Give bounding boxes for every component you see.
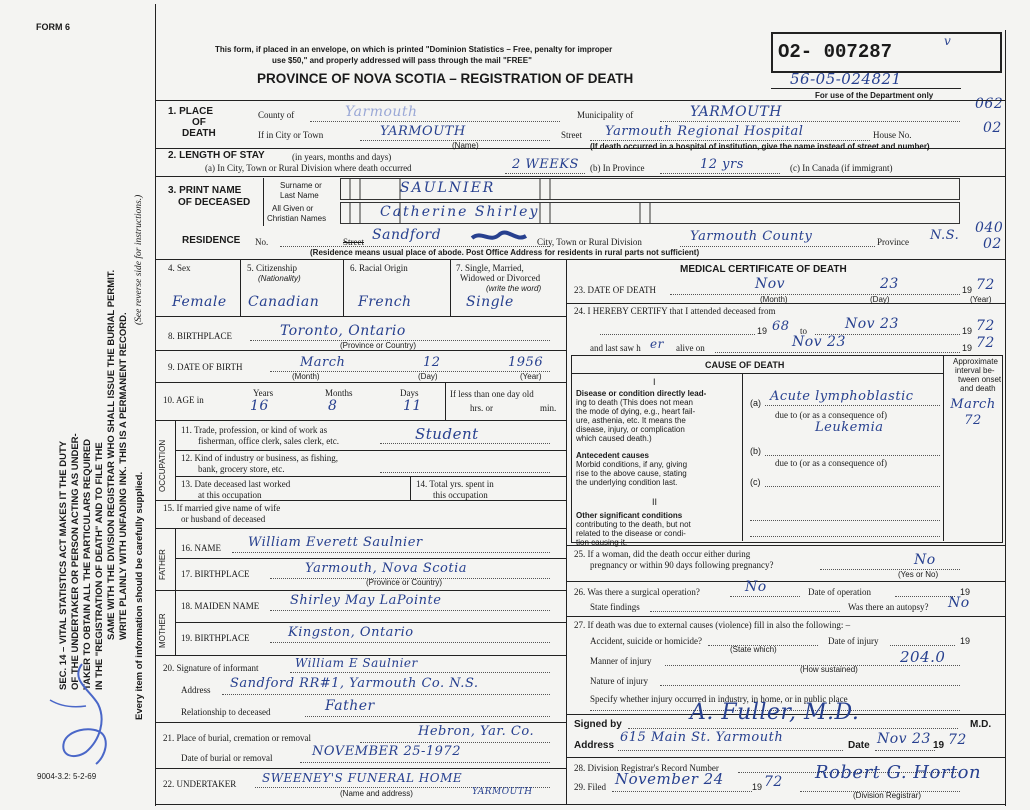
given-names-value: Catherine Shirley [380,204,540,220]
print-code: 9004-3.2: 5-2-69 [37,772,97,781]
citizenship-value: Canadian [248,294,320,310]
tick-mark: v [944,34,952,48]
stay-city-value: 2 WEEKS [512,157,579,172]
age-months: 8 [328,398,338,414]
code-2: 02 [983,120,1002,136]
physician-signature: A. Fuller, M.D. [690,700,860,725]
side-text-5: SAME WITH THE DIVISION REGISTRAR WHO SHALL ISSUE THE BURIAL PERMIT. [106,269,117,640]
operation-value: No [745,579,767,595]
municipality-value: YARMOUTH [690,104,782,120]
age-years: 16 [250,398,269,414]
registrar-signature: Robert G. Horton [815,762,982,783]
death-month: Nov [755,276,786,292]
relationship-value: Father [325,698,375,714]
cause-a2-value: Leukemia [815,420,884,435]
filed-date: November 24 [615,770,724,788]
registration-number: O2- 007287 [778,41,893,63]
bottom-border [155,804,1005,805]
informant-address: Sandford RR#1, Yarmouth Co. N.S. [230,676,479,691]
mother-birthplace-value: Kingston, Ontario [288,625,414,640]
residence-city-value: Yarmouth County [690,229,813,244]
stay-province-value: 12 yrs [700,157,744,172]
physician-address: 615 Main St. Yarmouth [620,730,784,745]
burial-place-value: Hebron, Yar. Co. [418,724,535,739]
father-birthplace-value: Yarmouth, Nova Scotia [305,561,467,576]
surname-value: SAULNIER [400,180,496,196]
undertaker-value: SWEENEY'S FUNERAL HOME [262,771,463,785]
street-value: Yarmouth Regional Hospital [605,124,804,139]
side-text-7: (See reverse side for instructions.) [134,194,144,325]
death-year: 72 [976,277,995,293]
racial-origin-value: French [358,294,412,310]
scribble [470,228,530,246]
physician-date: Nov 23 [877,731,931,747]
burial-date-value: NOVEMBER 25-1972 [312,744,461,759]
cause-a-value: Acute lymphoblastic [770,389,914,404]
medical-certificate-title: MEDICAL CERTIFICATE OF DEATH [680,264,847,275]
form-number: FORM 6 [36,22,71,32]
pregnancy-value: No [914,552,936,568]
birthplace-value: Toronto, Ontario [280,323,406,339]
code-4: 02 [983,236,1002,252]
side-text-4: IN THE "REGISTRATION OF DEATH" AND TO FILE THE [94,442,105,690]
code-1: 062 [975,96,1004,112]
intro-line-2: use $50," and properly addressed will pass through the mail "FREE" [272,56,532,65]
occupation-value: Student [415,425,479,443]
dob-day: 12 [423,355,441,370]
father-name-value: William Everett Saulnier [248,535,423,550]
residence-street-value: Sandford [372,227,442,243]
code-204: 204.0 [900,648,946,666]
side-text-8: Every item of information should be carefully supplied. [134,471,145,720]
place-of-death-label: 1. PLACE [168,106,214,117]
sex-value: Female [172,294,227,310]
city-value: YARMOUTH [380,124,466,139]
form-title: PROVINCE OF NOVA SCOTIA – REGISTRATION OF DEATH [257,71,634,86]
code-3: 040 [975,220,1004,236]
handwritten-reg-no: 56-05-024821 [790,70,902,88]
residence-province-value: N.S. [930,228,960,243]
county-value: Yarmouth [345,104,418,120]
death-day: 23 [880,276,899,292]
right-border [1005,30,1006,806]
mother-name-value: Shirley May LaPointe [290,593,442,608]
marital-value: Single [466,294,514,310]
side-text-3: TAKER TO OBTAIN ALL THE PARTICULARS REQUIRED [82,438,93,690]
side-text-6: WRITE PLAINLY WITH UNFADING INK. THIS IS A PERMANENT RECORD. [118,312,129,640]
dob-month: March [300,355,346,370]
left-border [155,4,156,806]
intro-line-1: This form, if placed in an envelope, on which is printed "Dominion Statistics – Free, penalty for improper [215,45,613,54]
dept-note: For use of the Department only [815,91,934,100]
autopsy-value: No [948,595,970,611]
ink-scribble [30,660,150,770]
age-days: 11 [403,398,422,414]
side-text-2: OF THE UNDERTAKER OR PERSON ACTING AS UNDER- [70,433,81,690]
side-text-1: SEC. 14 – VITAL STATISTICS ACT MAKES IT THE DUTY [58,440,69,690]
informant-signature: William E Saulnier [295,656,418,670]
interval-a: March 72 [950,397,996,428]
dob-year: 1956 [508,355,544,370]
